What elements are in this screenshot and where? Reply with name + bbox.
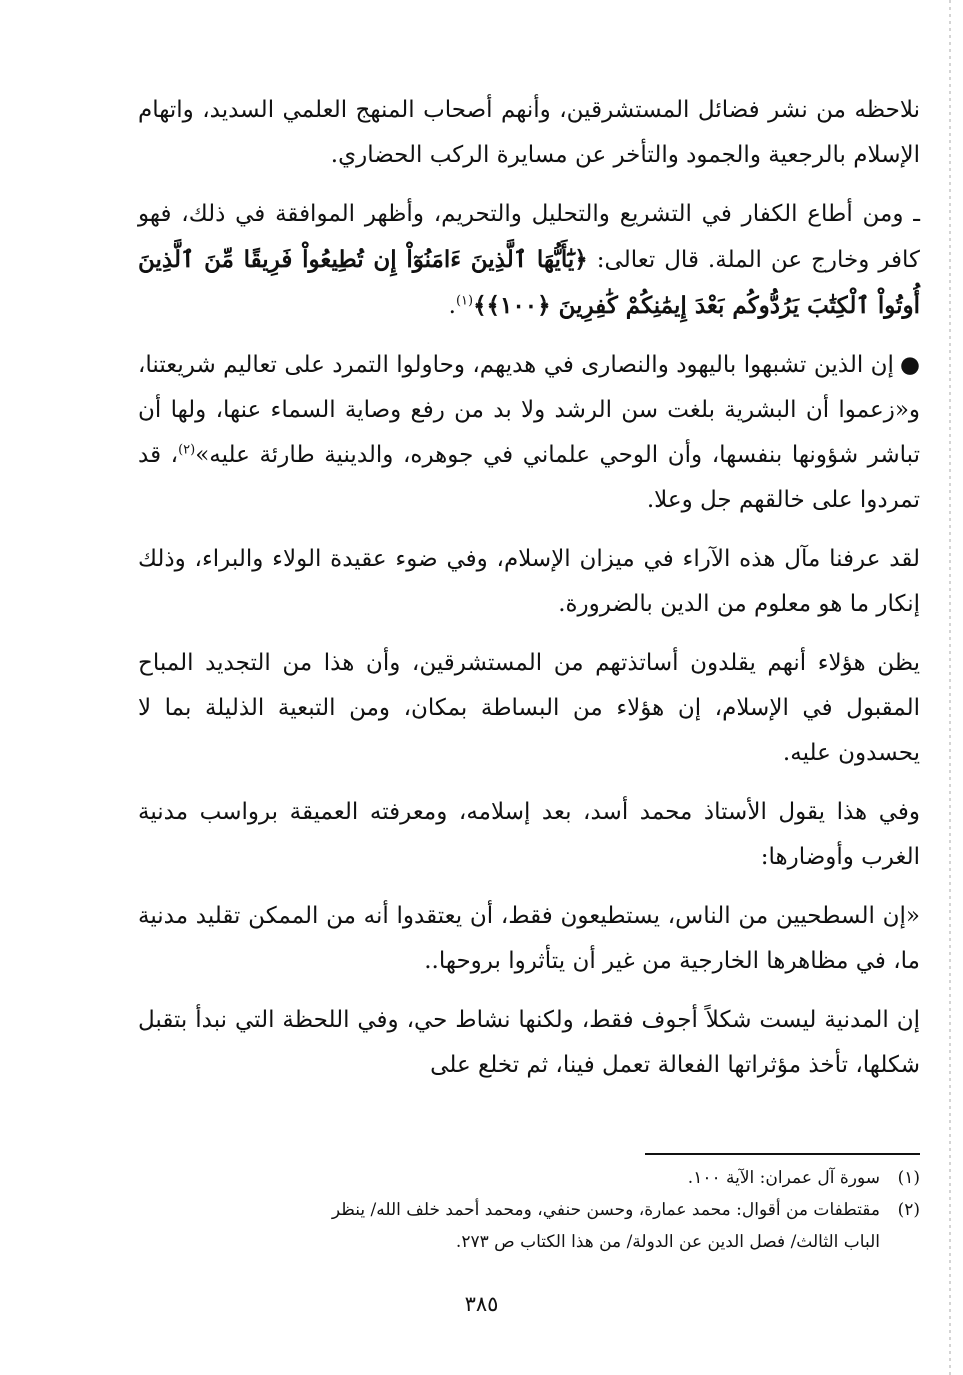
- paragraph-5: يظن هؤلاء أنهم يقلدون أساتذتهم من المستشرقين، وأن هذا من التجديد المباح المقبول في الإسلام، إن هؤلاء من البساطة بمكان، ومن التبعية الذليلة بما لا يحسدون عليه.: [138, 650, 920, 766]
- footnotes: [138, 1162, 920, 1258]
- footnote-2: [138, 1194, 920, 1226]
- paragraph-3: [138, 343, 920, 523]
- footnote-1-number: (١): [897, 1168, 920, 1188]
- scan-edge: [949, 0, 951, 1375]
- footnote-ref-2: (٢): [178, 442, 196, 458]
- paragraph-2: ـ ومن أطاع الكفار في التشريع والتحليل والتحريم، وأظهر الموافقة في ذلك، فهو كافر وخارج عن الملة. قال تعالى: ﴿يَٰٓأَيُّهَا ٱلَّذِينَ ءَامَنُوٓاْ إِن تُطِيعُواْ فَرِيقًا مِّنَ ٱلَّذِينَ أُوتُواْ ٱلْكِتَٰبَ يَرُدُّوكُم بَعْدَ إِيمَٰنِكُمْ كَٰفِرِينَ ﴿١٠٠﴾﴾$^{(١)}$.: [138, 201, 921, 319]
- main-text: [138, 88, 920, 1102]
- paragraph-1: نلاحظه من نشر فضائل المستشرقين، وأنهم أصحاب المنهج العلمي السديد، واتهام الإسلام بالرجعية والجمود والتأخر عن مسايرة الركب الحضاري.: [138, 97, 920, 168]
- paragraph-3-tail: ، قد تمردوا على خالقهم جل وعلا.: [138, 442, 920, 513]
- quran-verse: ﴿يَٰٓأَيُّهَا ٱلَّذِينَ ءَامَنُوٓاْ إِن تُطِيعُواْ فَرِيقًا مِّنَ ٱلَّذِينَ أُوتُواْ ٱلْكِتَٰبَ يَرُدُّوكُم بَعْدَ إِيمَٰنِكُمْ كَٰفِرِينَ ﴿١٠٠﴾﴾: [138, 246, 920, 319]
- paragraph-4: لقد عرفنا مآل هذه الآراء في ميزان الإسلام، وفي ضوء عقيدة الولاء والبراء، وذلك إنكار ما هو معلوم من الدين بالضرورة.: [138, 546, 920, 617]
- footnote-2-text: مقتطفات من أقوال: محمد عمارة، وحسن حنفي، ومحمد أحمد خلف الله/ ينظر: [331, 1200, 880, 1220]
- paragraph-8: إن المدنية ليست شكلاً أجوف فقط، ولكنها نشاط حي، وفي اللحظة التي نبدأ بتقبل شكلها، تأخذ مؤثراتها الفعالة تعمل فينا، ثم تخلع على: [138, 1007, 920, 1078]
- paragraph-7: «إن السطحيين من الناس، يستطيعون فقط، أن يعتقدوا أنه من الممكن تقليد مدنية ما، في مظاهرها الخارجية من غير أن يتأثروا بروحها..: [138, 903, 920, 974]
- paragraph-2-text: ـ ومن أطاع الكفار في التشريع والتحليل والتحريم، وأظهر الموافقة في ذلك، فهو كافر وخارج عن الملة. قال تعالى:: [138, 201, 921, 273]
- footnote-divider: [645, 1153, 920, 1155]
- bullet-icon: ●: [899, 352, 920, 378]
- footnote-1-text: سورة آل عمران: الآية ١٠٠.: [687, 1168, 880, 1188]
- paragraph-6: وفي هذا يقول الأستاذ محمد أسد، بعد إسلامه، ومعرفته العميقة برواسب مدنية الغرب وأوضارها:: [138, 799, 920, 870]
- footnote-2-continuation: الباب الثالث/ فصل الدين عن الدولة/ من هذا الكتاب ص ٢٧٣.: [455, 1232, 880, 1252]
- footnote-2-number: (٢): [897, 1200, 920, 1220]
- footnote-1: [138, 1162, 920, 1194]
- footnote-ref-1: (١): [455, 293, 474, 309]
- paragraph-3-text: إن الذين تشبهوا باليهود والنصارى في هديهم، وحاولوا التمرد على تعاليم شريعتنا، و«زعموا أن البشرية بلغت سن الرشد ولا بد من رفع وصاية السماء عنها، ولها أن تباشر شؤونها بنفسها، وأن الوحي علماني في جوهره، والدينية طارئة عليه»: [138, 352, 920, 468]
- page-number: ٣٨٥: [464, 1292, 499, 1316]
